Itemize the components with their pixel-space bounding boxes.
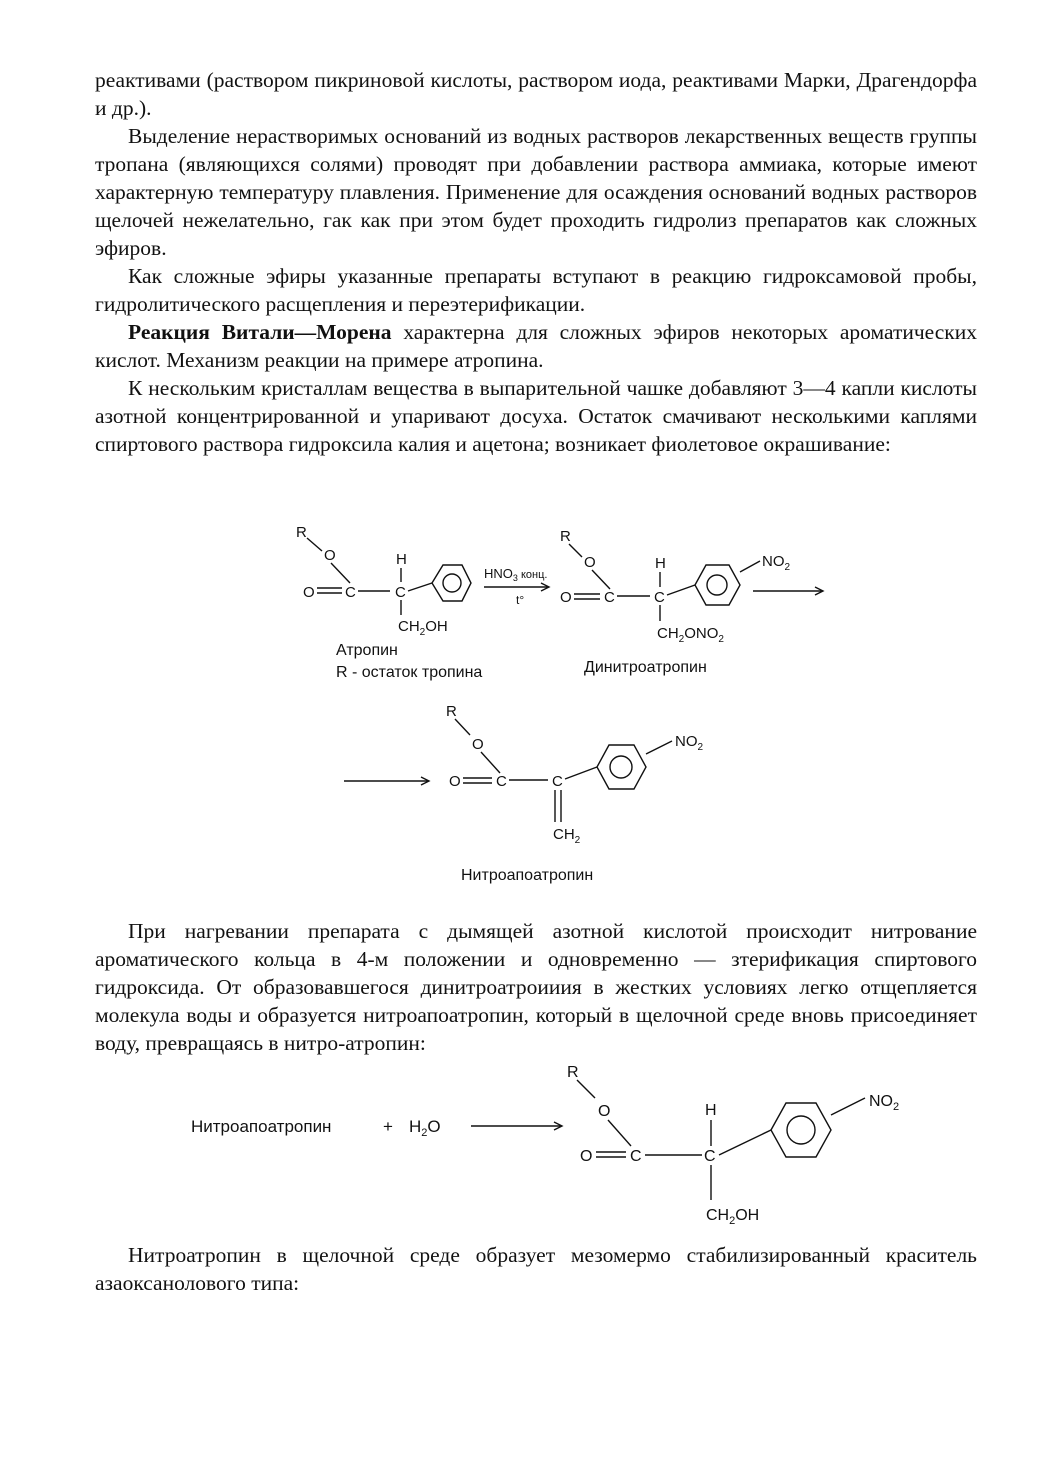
- no2-label-3: $NO_2$: [675, 733, 704, 753]
- atropine-note: R - остаток тропина: [336, 664, 483, 681]
- benzene-ring-circle-3: [610, 756, 632, 778]
- paragraph-4-rest: характерна для сложных эфиров некоторых ароматических кислот. Механизм реакции на примере атропина.: [95, 320, 977, 372]
- reaction-scheme-1: [0, 515, 1039, 895]
- reaction-arrow-3: [344, 777, 429, 785]
- text-block-top: [95, 66, 977, 458]
- c-ring-bond: [408, 583, 432, 591]
- h-label-2: H: [655, 555, 666, 572]
- carbonyl-o-label: O: [303, 584, 315, 601]
- r-o-bond-2: [569, 544, 582, 557]
- carbonyl-c-label-2: C: [604, 589, 615, 606]
- benzene-ring-3: [597, 745, 646, 789]
- o-c-bond: [331, 563, 350, 583]
- paragraph-5: К нескольким кристаллам вещества в выпарительной чашке добавляют 3—4 капли кислоты азотной концентрированной и упаривают досуха. Остаток смачивают несколькими каплями спиртового раствора гидроксила калия и ацетона; возникает фиолетовое окрашивание:: [95, 376, 977, 456]
- paragraph-7: Нитроатропин в щелочной среде образует мезомермо стабилизированный краситель азаоксанолового типа:: [95, 1243, 977, 1295]
- r-o-bond-4: [577, 1080, 595, 1098]
- atropine-name: Атропин: [336, 642, 398, 659]
- c-ring-bond-2: [667, 585, 695, 595]
- text-block-middle: [95, 917, 977, 1057]
- r-label: R: [296, 524, 307, 541]
- carbonyl-o-label-2: O: [560, 589, 572, 606]
- dinitroatropine-name: Динитроатропин: [584, 659, 707, 676]
- benzene-ring-4: [771, 1103, 831, 1157]
- ring-no2-bond-3: [646, 741, 672, 754]
- ring-no2-bond: [740, 561, 760, 572]
- benzene-ring: [432, 565, 471, 601]
- carbonyl-c-label-4: C: [630, 1148, 642, 1165]
- benzene-ring-circle-2: [707, 575, 727, 595]
- r-o-bond: [307, 538, 322, 551]
- text-block-bottom: [95, 1241, 977, 1297]
- alpha-c-label: C: [395, 584, 406, 601]
- nitroatropine-structure: [567, 1064, 899, 1227]
- carbonyl-c-label: C: [345, 584, 356, 601]
- water-formula: $H_2O$: [409, 1117, 441, 1139]
- paragraph-4: [95, 318, 977, 374]
- alpha-c-label-4: C: [704, 1148, 716, 1165]
- ring-no2-bond-4: [831, 1098, 865, 1115]
- paragraph-3: Как сложные эфиры указанные препараты вступают в реакцию гидроксамовой пробы, гидролитического расщепления и переэтерификации.: [95, 264, 977, 316]
- o-c-bond-4: [608, 1120, 631, 1146]
- c-ring-bond-4: [719, 1130, 771, 1155]
- c-ring-bond-3: [565, 767, 597, 779]
- o-label: O: [324, 547, 336, 564]
- carbonyl-o-label-4: O: [580, 1148, 593, 1165]
- reaction-arrow-4: [471, 1122, 562, 1130]
- r-label-4: R: [567, 1064, 579, 1081]
- nitroapoatropine-structure: [446, 703, 704, 884]
- atropine-structure: [296, 524, 482, 681]
- no2-label-4: $NO_2$: [869, 1093, 900, 1113]
- r-label-2: R: [560, 528, 571, 545]
- o-c-bond-2: [592, 570, 610, 589]
- alpha-c-label-2: C: [654, 589, 665, 606]
- ch2ono2-label: $CH_2ONO_2$: [657, 625, 724, 645]
- benzene-ring-2: [695, 565, 740, 605]
- h-label-4: H: [705, 1102, 717, 1119]
- ch2oh-label-4: $CH_2OH$: [706, 1207, 760, 1227]
- temperature-label: t°: [516, 593, 525, 607]
- reaction-arrow-1: [484, 566, 549, 607]
- paragraph-6: При нагревании препарата с дымящей азотной кислотой происходит нитрование ароматического кольца в 4-м положении и одновременно — зтерификация спиртового гидроксида. От образовавшегося динитроатроииия в жестких условиях легко отщепляется молекула воды и образуется нитроапоатропин, который в щелочной среде вновь присоединяет воду, превращаясь в нитро-атропин:: [95, 919, 977, 1055]
- ch2-label: $CH_2$: [553, 826, 581, 846]
- carbonyl-o-label-3: O: [449, 773, 461, 790]
- alpha-c-label-3: C: [552, 773, 563, 790]
- reaction-arrow-2: [753, 587, 823, 595]
- o-label-2: O: [584, 554, 596, 571]
- carbonyl-c-label-3: C: [496, 773, 507, 790]
- r-o-bond-3: [455, 719, 470, 735]
- no2-label: $NO_2$: [762, 553, 791, 573]
- dinitroatropine-structure: [560, 528, 791, 676]
- paragraph-1: реактивами (раствором пикриновой кислоты, раствором иода, реактивами Марки, Драгендорфа и др.).: [95, 68, 977, 120]
- o-label-3: O: [472, 736, 484, 753]
- r-label-3: R: [446, 703, 457, 720]
- plus-sign: +: [383, 1117, 393, 1136]
- benzene-ring-circle-4: [787, 1116, 815, 1144]
- ch2oh-label: $CH_2OH$: [398, 618, 448, 638]
- h-label: H: [396, 551, 407, 568]
- reaction-name: Реакция Витали—Морена: [128, 320, 392, 344]
- reactant-name: Нитроапоатропин: [191, 1117, 332, 1136]
- nitroapoatropine-name: Нитроапоатропин: [461, 867, 594, 884]
- reaction-scheme-2: [0, 1055, 1039, 1230]
- benzene-ring-circle: [443, 574, 461, 592]
- o-label-4: O: [598, 1103, 611, 1120]
- o-c-bond-3: [481, 752, 500, 773]
- reagent-label: $HNO_3$ $^{конц.}$: [484, 566, 548, 583]
- paragraph-2: Выделение нерастворимых оснований из водных растворов лекарственных веществ группы тропана (являющихся солями) проводят при добавлении раствора аммиака, которые имеют характерную температуру плавления. Применение для осаждения оснований водных растворов щелочей нежелательно, гак как при этом будет проходить гидролиз препаратов как сложных эфиров.: [95, 124, 977, 260]
- reactants: [191, 1117, 441, 1139]
